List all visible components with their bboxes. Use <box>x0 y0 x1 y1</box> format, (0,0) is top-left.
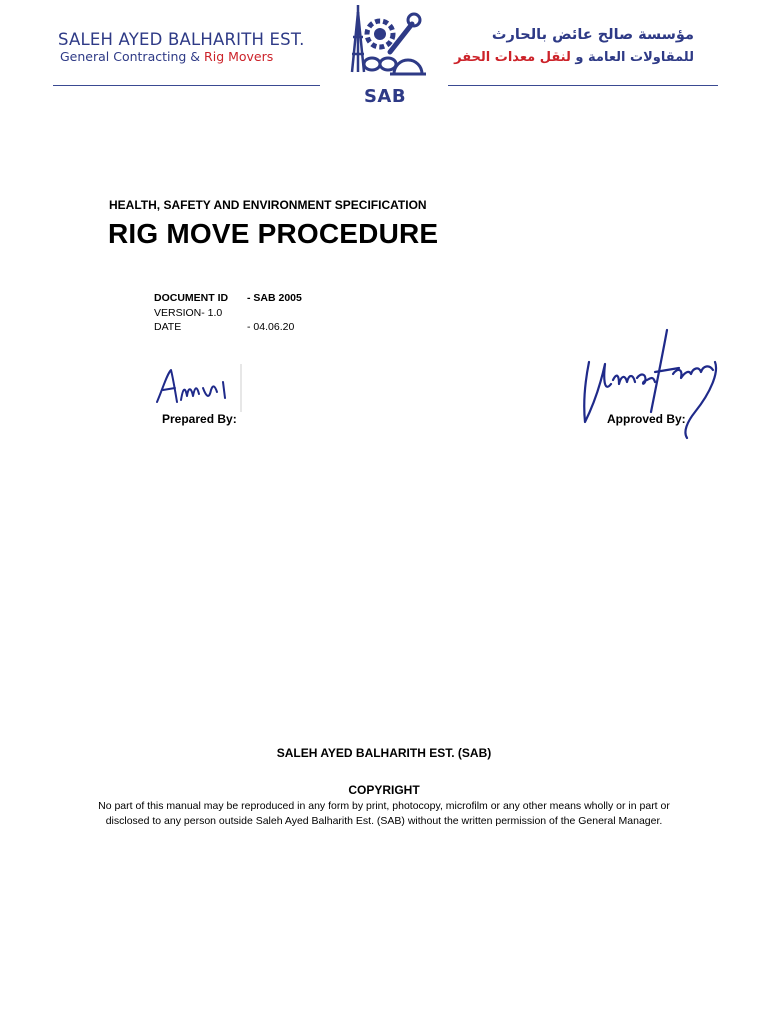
prepared-by-label: Prepared By: <box>162 412 237 426</box>
approved-by-label: Approved By: <box>607 412 686 426</box>
rig-derrick-icon <box>352 5 364 72</box>
date-label: DATE <box>154 321 182 333</box>
spec-heading: HEALTH, SAFETY AND ENVIRONMENT SPECIFICATION <box>109 198 427 212</box>
document-title: RIG MOVE PROCEDURE <box>108 218 439 249</box>
footer-company: SALEH AYED BALHARITH EST. (SAB) <box>276 746 492 760</box>
copyright-heading: COPYRIGHT <box>348 783 420 797</box>
header-rule-right <box>448 85 718 86</box>
gear-icon <box>367 21 393 47</box>
logo-wordmark: SAB <box>363 86 407 107</box>
chain-icon <box>364 58 396 70</box>
company-subtitle-english <box>60 49 273 64</box>
subtitle-arabic-red: لنقل معدات الحفر <box>454 50 571 65</box>
document-id-value: - SAB 2005 <box>247 292 302 304</box>
subtitle-english-red: Rig Movers <box>204 49 274 64</box>
preparer-signature <box>153 360 248 415</box>
header-rule-left <box>53 85 320 86</box>
date-value: - 04.06.20 <box>247 321 295 333</box>
subtitle-arabic-blue: للمقاولات العامة و <box>575 50 694 65</box>
version-text: VERSION- 1.0 <box>154 307 223 319</box>
company-name-english: SALEH AYED BALHARITH EST. <box>58 30 305 49</box>
company-name-arabic: مؤسسة صالح عائض بالحارث <box>491 27 694 43</box>
subtitle-english-main: General Contracting & <box>60 49 205 64</box>
company-subtitle-arabic <box>430 50 694 65</box>
copyright-text: No part of this manual may be reproduced in any form by print, photocopy, microfilm or any other means wholly or in part or disclosed to any person outside Saleh Ayed Balharith Est. (SAB) without the written permission of the General Manager. <box>98 800 670 827</box>
document-id-label: DOCUMENT ID <box>154 292 229 304</box>
